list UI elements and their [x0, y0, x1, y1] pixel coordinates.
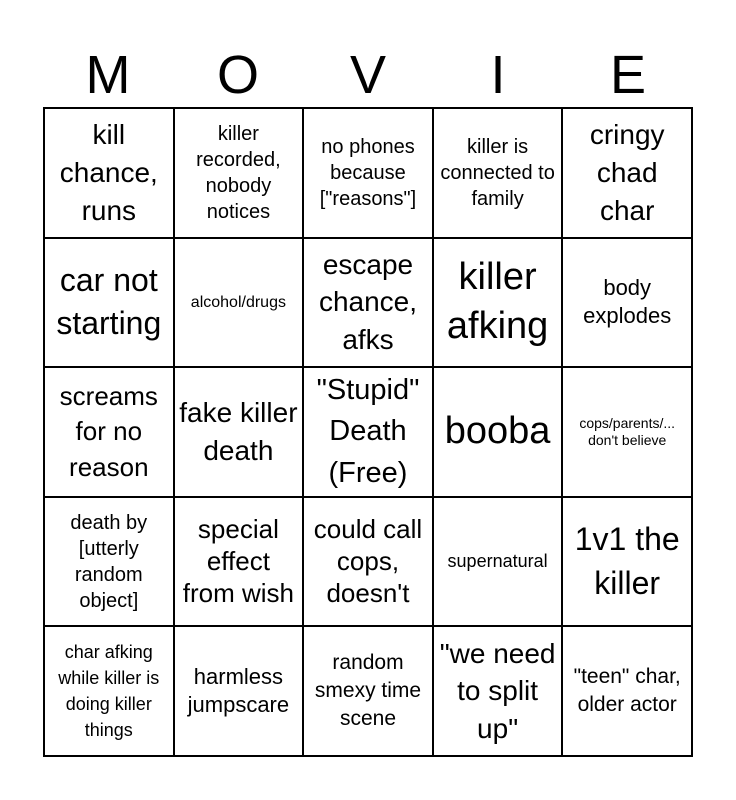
cell-text: random smexy time scene: [314, 650, 422, 731]
bingo-cell[interactable]: [174, 497, 304, 627]
cell-text: fake killer death: [179, 397, 298, 466]
cell-text: killer afking: [446, 256, 549, 348]
cell-text: supernatural: [447, 550, 548, 571]
cell-text: special effect from wish: [182, 513, 295, 608]
cell-text: body explodes: [583, 274, 672, 329]
bingo-cell[interactable]: [562, 108, 692, 238]
bingo-cell[interactable]: [44, 497, 174, 627]
title-letter-v: V: [349, 45, 387, 105]
title-letter-o: O: [216, 45, 259, 105]
cell-text: harmless jumpscare: [187, 663, 290, 718]
cell-text: booba: [444, 410, 551, 453]
cell-text: 1v1 the killer: [574, 521, 680, 601]
cell-text: killer recorded, nobody notices: [196, 122, 281, 223]
title-header: [43, 44, 693, 106]
cell-text: escape chance, afks: [318, 248, 418, 356]
bingo-cell[interactable]: [303, 497, 433, 627]
bingo-cell[interactable]: [303, 238, 433, 368]
title-letter-e: E: [609, 45, 647, 105]
bingo-cell[interactable]: [44, 367, 174, 497]
cell-text: "we need to split up": [439, 637, 556, 745]
cell-text: killer is connected to family: [440, 135, 555, 210]
bingo-cell[interactable]: [174, 108, 304, 238]
bingo-cell[interactable]: [44, 108, 174, 238]
bingo-cell[interactable]: [433, 238, 563, 368]
cell-text: cringy chad char: [589, 119, 665, 226]
cell-text: death by [utterly random object]: [70, 511, 148, 612]
bingo-cell[interactable]: [174, 238, 304, 368]
cell-text: "teen" char, older actor: [573, 664, 681, 717]
cell-text: kill chance, runs: [59, 119, 158, 226]
cell-text: screams for no reason: [59, 381, 158, 482]
bingo-cell[interactable]: [44, 238, 174, 368]
bingo-cell[interactable]: [562, 367, 692, 497]
cell-text: could call cops, doesn't: [313, 513, 423, 608]
bingo-cell[interactable]: [562, 497, 692, 627]
bingo-grid: [43, 107, 693, 757]
bingo-cell[interactable]: [562, 626, 692, 756]
bingo-cell[interactable]: [303, 626, 433, 756]
bingo-cell[interactable]: [562, 238, 692, 368]
cell-text: char afking while killer is doing killer things: [58, 642, 160, 741]
cell-text: alcohol/drugs: [190, 293, 286, 311]
bingo-cell[interactable]: [433, 367, 563, 497]
bingo-cell[interactable]: [303, 367, 433, 497]
bingo-cell[interactable]: [174, 367, 304, 497]
bingo-cell[interactable]: [303, 108, 433, 238]
bingo-cell[interactable]: [433, 626, 563, 756]
title-letter-m: M: [85, 45, 131, 105]
bingo-cell[interactable]: [44, 626, 174, 756]
bingo-cell[interactable]: [174, 626, 304, 756]
cell-text: cops/parents/... don't believe: [579, 415, 676, 448]
bingo-cell[interactable]: [433, 497, 563, 627]
title-letter-i: I: [490, 45, 506, 105]
cell-text: no phones because ["reasons"]: [319, 135, 417, 210]
cell-text: "Stupid" Death (Free): [316, 374, 420, 489]
bingo-cell[interactable]: [433, 108, 563, 238]
cell-text: car not starting: [56, 262, 162, 342]
